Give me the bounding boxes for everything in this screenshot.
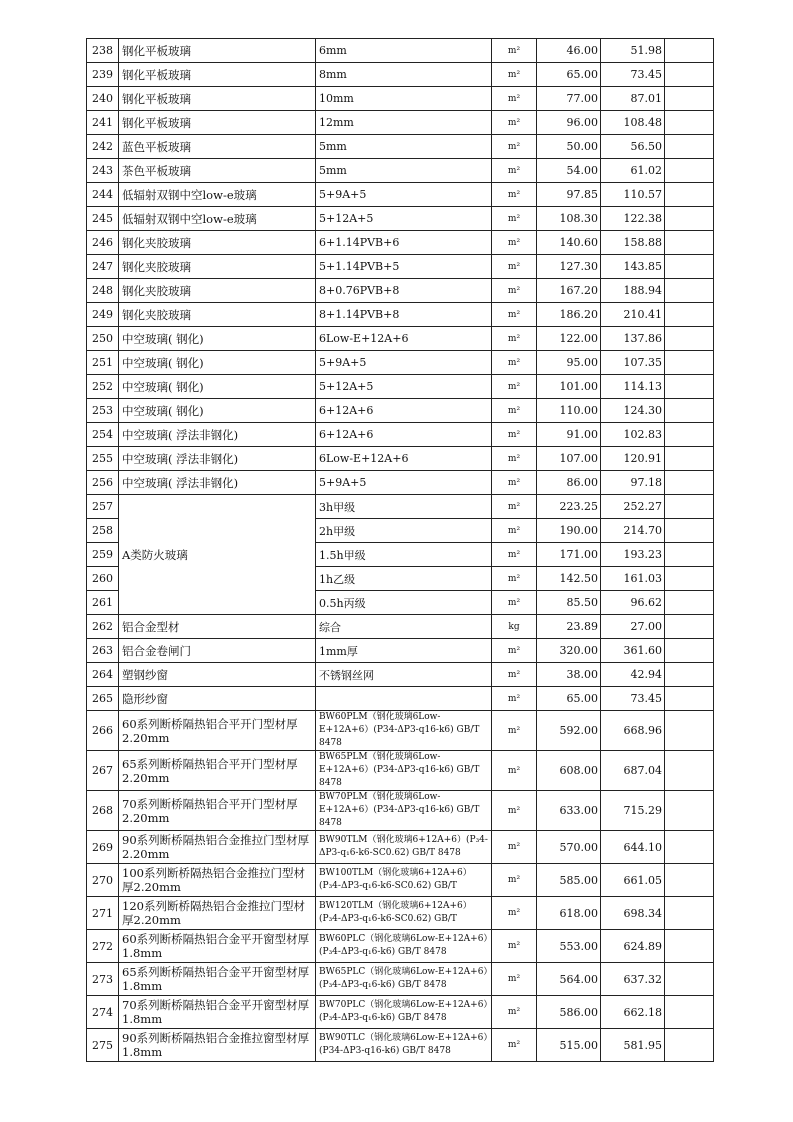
row-number: 250 <box>87 327 119 351</box>
material-name: 中空玻璃( 浮法非钢化) <box>119 423 316 447</box>
table-row <box>87 231 714 255</box>
material-name: 钢化平板玻璃 <box>119 63 316 87</box>
remark-cell <box>665 159 714 183</box>
row-number: 260 <box>87 567 119 591</box>
material-spec: 5mm <box>316 159 492 183</box>
remark-cell <box>665 423 714 447</box>
price-excl-tax: 77.00 <box>537 87 601 111</box>
remark-cell <box>665 183 714 207</box>
price-incl-tax: 108.48 <box>601 111 665 135</box>
unit: m² <box>492 135 537 159</box>
material-name: 65系列断桥隔热铝合金平开窗型材厚1.8mm <box>119 963 316 996</box>
price-excl-tax: 186.20 <box>537 303 601 327</box>
material-spec: 6Low-E+12A+6 <box>316 447 492 471</box>
material-name: 铝合金型材 <box>119 615 316 639</box>
price-incl-tax: 668.96 <box>601 711 665 751</box>
table-row <box>87 639 714 663</box>
price-incl-tax: 637.32 <box>601 963 665 996</box>
row-number: 251 <box>87 351 119 375</box>
material-spec: 6Low-E+12A+6 <box>316 327 492 351</box>
row-number: 253 <box>87 399 119 423</box>
row-number: 247 <box>87 255 119 279</box>
price-excl-tax: 320.00 <box>537 639 601 663</box>
price-excl-tax: 50.00 <box>537 135 601 159</box>
row-number: 270 <box>87 864 119 897</box>
material-spec: BW90TLC（钢化玻璃6Low-E+12A+6）(P34-ΔP3-q16-k6) GB/T 8478 <box>316 1029 492 1062</box>
price-incl-tax: 73.45 <box>601 687 665 711</box>
unit: m² <box>492 897 537 930</box>
row-number: 238 <box>87 39 119 63</box>
price-excl-tax: 110.00 <box>537 399 601 423</box>
remark-cell <box>665 87 714 111</box>
unit: m² <box>492 751 537 791</box>
row-number: 268 <box>87 791 119 831</box>
table-row <box>87 135 714 159</box>
table-row <box>87 39 714 63</box>
material-name: 60系列断桥隔热铝合金平开窗型材厚1.8mm <box>119 930 316 963</box>
material-spec: 2h甲级 <box>316 519 492 543</box>
material-spec: BW60PLC（钢化玻璃6Low-E+12A+6）(P₃4-ΔP3-q₁6-k6) GB/T 8478 <box>316 930 492 963</box>
unit: m² <box>492 471 537 495</box>
table-row <box>87 471 714 495</box>
remark-cell <box>665 864 714 897</box>
table-body <box>87 39 714 1062</box>
material-name: 钢化夹胶玻璃 <box>119 231 316 255</box>
table-row <box>87 897 714 930</box>
material-name: 铝合金卷闸门 <box>119 639 316 663</box>
material-name: 塑钢纱窗 <box>119 663 316 687</box>
unit: m² <box>492 996 537 1029</box>
unit: kg <box>492 615 537 639</box>
material-spec: 6mm <box>316 39 492 63</box>
remark-cell <box>665 111 714 135</box>
unit: m² <box>492 423 537 447</box>
material-spec: 6+1.14PVB+6 <box>316 231 492 255</box>
row-number: 259 <box>87 543 119 567</box>
material-name: 钢化夹胶玻璃 <box>119 303 316 327</box>
unit: m² <box>492 159 537 183</box>
remark-cell <box>665 135 714 159</box>
remark-cell <box>665 279 714 303</box>
price-excl-tax: 223.25 <box>537 495 601 519</box>
price-excl-tax: 23.89 <box>537 615 601 639</box>
material-name: 中空玻璃( 钢化) <box>119 351 316 375</box>
remark-cell <box>665 791 714 831</box>
table-row <box>87 399 714 423</box>
table-row <box>87 87 714 111</box>
unit: m² <box>492 303 537 327</box>
unit: m² <box>492 279 537 303</box>
material-spec: BW65PLM（钢化玻璃6Low-E+12A+6）(P34-ΔP3-q16-k6) GB/T 8478 <box>316 751 492 791</box>
table-row <box>87 495 714 519</box>
remark-cell <box>665 399 714 423</box>
row-number: 274 <box>87 996 119 1029</box>
price-incl-tax: 51.98 <box>601 39 665 63</box>
material-spec: 5+12A+5 <box>316 375 492 399</box>
material-name: 65系列断桥隔热铝合平开门型材厚2.20mm <box>119 751 316 791</box>
remark-cell <box>665 687 714 711</box>
material-name: 中空玻璃( 浮法非钢化) <box>119 471 316 495</box>
row-number: 258 <box>87 519 119 543</box>
unit: m² <box>492 351 537 375</box>
price-excl-tax: 97.85 <box>537 183 601 207</box>
price-incl-tax: 624.89 <box>601 930 665 963</box>
material-spec: 5+9A+5 <box>316 351 492 375</box>
table-row <box>87 751 714 791</box>
row-number: 252 <box>87 375 119 399</box>
unit: m² <box>492 207 537 231</box>
row-number: 254 <box>87 423 119 447</box>
material-name: 70系列断桥隔热铝合金平开窗型材厚1.8mm <box>119 996 316 1029</box>
price-incl-tax: 661.05 <box>601 864 665 897</box>
row-number: 241 <box>87 111 119 135</box>
row-number: 243 <box>87 159 119 183</box>
table-row <box>87 864 714 897</box>
row-number: 242 <box>87 135 119 159</box>
remark-cell <box>665 831 714 864</box>
price-incl-tax: 110.57 <box>601 183 665 207</box>
table-row <box>87 159 714 183</box>
remark-cell <box>665 751 714 791</box>
remark-cell <box>665 963 714 996</box>
material-spec: BW70PLM（钢化玻璃6Low-E+12A+6）(P34-ΔP3-q16-k6) GB/T 8478 <box>316 791 492 831</box>
material-name: 120系列断桥隔热铝合金推拉门型材厚2.20mm <box>119 897 316 930</box>
remark-cell <box>665 930 714 963</box>
price-incl-tax: 87.01 <box>601 87 665 111</box>
unit: m² <box>492 375 537 399</box>
material-spec: BW65PLC（钢化玻璃6Low-E+12A+6）(P₃4-ΔP3-q₁6-k6) GB/T 8478 <box>316 963 492 996</box>
price-incl-tax: 42.94 <box>601 663 665 687</box>
price-incl-tax: 210.41 <box>601 303 665 327</box>
unit: m² <box>492 519 537 543</box>
material-spec: 1h乙级 <box>316 567 492 591</box>
row-number: 267 <box>87 751 119 791</box>
material-name: 钢化平板玻璃 <box>119 111 316 135</box>
row-number: 246 <box>87 231 119 255</box>
material-spec: 8mm <box>316 63 492 87</box>
material-name: 90系列断桥隔热铝合金推拉门型材厚2.20mm <box>119 831 316 864</box>
price-excl-tax: 592.00 <box>537 711 601 751</box>
table-row <box>87 303 714 327</box>
row-number: 256 <box>87 471 119 495</box>
row-number: 263 <box>87 639 119 663</box>
row-number: 275 <box>87 1029 119 1062</box>
remark-cell <box>665 663 714 687</box>
price-excl-tax: 618.00 <box>537 897 601 930</box>
price-excl-tax: 108.30 <box>537 207 601 231</box>
unit: m² <box>492 930 537 963</box>
unit: m² <box>492 687 537 711</box>
material-name: 钢化平板玻璃 <box>119 39 316 63</box>
price-incl-tax: 122.38 <box>601 207 665 231</box>
price-excl-tax: 515.00 <box>537 1029 601 1062</box>
row-number: 239 <box>87 63 119 87</box>
material-spec: 8+1.14PVB+8 <box>316 303 492 327</box>
remark-cell <box>665 639 714 663</box>
unit: m² <box>492 111 537 135</box>
remark-cell <box>665 255 714 279</box>
price-excl-tax: 107.00 <box>537 447 601 471</box>
row-number: 249 <box>87 303 119 327</box>
material-spec <box>316 687 492 711</box>
unit: m² <box>492 231 537 255</box>
material-name: 中空玻璃( 钢化) <box>119 399 316 423</box>
row-number: 265 <box>87 687 119 711</box>
row-number: 261 <box>87 591 119 615</box>
price-excl-tax: 570.00 <box>537 831 601 864</box>
unit: m² <box>492 495 537 519</box>
price-incl-tax: 214.70 <box>601 519 665 543</box>
price-incl-tax: 97.18 <box>601 471 665 495</box>
material-name: 中空玻璃( 钢化) <box>119 327 316 351</box>
table-row <box>87 207 714 231</box>
material-spec: 5+9A+5 <box>316 471 492 495</box>
remark-cell <box>665 591 714 615</box>
row-number: 245 <box>87 207 119 231</box>
price-excl-tax: 586.00 <box>537 996 601 1029</box>
unit: m² <box>492 447 537 471</box>
material-name: 中空玻璃( 浮法非钢化) <box>119 447 316 471</box>
material-spec: 0.5h丙级 <box>316 591 492 615</box>
remark-cell <box>665 543 714 567</box>
price-excl-tax: 171.00 <box>537 543 601 567</box>
remark-cell <box>665 567 714 591</box>
material-spec: 6+12A+6 <box>316 399 492 423</box>
table-row <box>87 279 714 303</box>
price-excl-tax: 553.00 <box>537 930 601 963</box>
unit: m² <box>492 963 537 996</box>
price-incl-tax: 96.62 <box>601 591 665 615</box>
material-spec: 不锈钢丝网 <box>316 663 492 687</box>
table-row <box>87 663 714 687</box>
material-name: 100系列断桥隔热铝合金推拉门型材厚2.20mm <box>119 864 316 897</box>
price-incl-tax: 143.85 <box>601 255 665 279</box>
price-excl-tax: 585.00 <box>537 864 601 897</box>
unit: m² <box>492 663 537 687</box>
table-row <box>87 423 714 447</box>
material-name: 蓝色平板玻璃 <box>119 135 316 159</box>
material-name: 60系列断桥隔热铝合平开门型材厚2.20mm <box>119 711 316 751</box>
material-spec: 5+1.14PVB+5 <box>316 255 492 279</box>
table-row <box>87 63 714 87</box>
price-excl-tax: 54.00 <box>537 159 601 183</box>
table-row <box>87 351 714 375</box>
price-excl-tax: 122.00 <box>537 327 601 351</box>
row-number: 255 <box>87 447 119 471</box>
material-spec: BW70PLC（钢化玻璃6Low-E+12A+6）(P₃4-ΔP3-q₁6-k6) GB/T 8478 <box>316 996 492 1029</box>
material-spec: BW60PLM（钢化玻璃6Low-E+12A+6）(P34-ΔP3-q16-k6) GB/T 8478 <box>316 711 492 751</box>
price-excl-tax: 86.00 <box>537 471 601 495</box>
material-spec: 10mm <box>316 87 492 111</box>
material-spec: 1mm厚 <box>316 639 492 663</box>
row-number: 273 <box>87 963 119 996</box>
remark-cell <box>665 63 714 87</box>
material-name: 低辐射双钢中空low-e玻璃 <box>119 207 316 231</box>
remark-cell <box>665 39 714 63</box>
price-incl-tax: 687.04 <box>601 751 665 791</box>
unit: m² <box>492 87 537 111</box>
price-excl-tax: 142.50 <box>537 567 601 591</box>
row-number: 271 <box>87 897 119 930</box>
price-incl-tax: 662.18 <box>601 996 665 1029</box>
unit: m² <box>492 63 537 87</box>
price-excl-tax: 38.00 <box>537 663 601 687</box>
remark-cell <box>665 471 714 495</box>
unit: m² <box>492 1029 537 1062</box>
table-row <box>87 615 714 639</box>
material-spec: 3h甲级 <box>316 495 492 519</box>
price-incl-tax: 120.91 <box>601 447 665 471</box>
row-number: 272 <box>87 930 119 963</box>
price-excl-tax: 85.50 <box>537 591 601 615</box>
table-row <box>87 711 714 751</box>
row-number: 244 <box>87 183 119 207</box>
material-name: 隐形纱窗 <box>119 687 316 711</box>
material-spec: 12mm <box>316 111 492 135</box>
material-name: A类防火玻璃 <box>119 495 316 615</box>
material-name: 中空玻璃( 钢化) <box>119 375 316 399</box>
row-number: 262 <box>87 615 119 639</box>
price-incl-tax: 252.27 <box>601 495 665 519</box>
price-incl-tax: 73.45 <box>601 63 665 87</box>
unit: m² <box>492 39 537 63</box>
price-excl-tax: 95.00 <box>537 351 601 375</box>
price-incl-tax: 102.83 <box>601 423 665 447</box>
row-number: 269 <box>87 831 119 864</box>
price-incl-tax: 137.86 <box>601 327 665 351</box>
remark-cell <box>665 207 714 231</box>
material-name: 茶色平板玻璃 <box>119 159 316 183</box>
table-row <box>87 111 714 135</box>
table-row <box>87 447 714 471</box>
table-row <box>87 930 714 963</box>
material-spec: 5+9A+5 <box>316 183 492 207</box>
price-incl-tax: 27.00 <box>601 615 665 639</box>
price-incl-tax: 698.34 <box>601 897 665 930</box>
table-row <box>87 183 714 207</box>
table-row <box>87 831 714 864</box>
remark-cell <box>665 327 714 351</box>
unit: m² <box>492 864 537 897</box>
remark-cell <box>665 375 714 399</box>
price-excl-tax: 167.20 <box>537 279 601 303</box>
material-spec: 1.5h甲级 <box>316 543 492 567</box>
material-name: 低辐射双钢中空low-e玻璃 <box>119 183 316 207</box>
price-excl-tax: 65.00 <box>537 63 601 87</box>
row-number: 264 <box>87 663 119 687</box>
remark-cell <box>665 447 714 471</box>
remark-cell <box>665 615 714 639</box>
price-excl-tax: 608.00 <box>537 751 601 791</box>
price-incl-tax: 158.88 <box>601 231 665 255</box>
material-spec: 8+0.76PVB+8 <box>316 279 492 303</box>
price-incl-tax: 56.50 <box>601 135 665 159</box>
unit: m² <box>492 711 537 751</box>
price-excl-tax: 127.30 <box>537 255 601 279</box>
price-incl-tax: 114.13 <box>601 375 665 399</box>
price-excl-tax: 564.00 <box>537 963 601 996</box>
material-name: 90系列断桥隔热铝合金推拉窗型材厚1.8mm <box>119 1029 316 1062</box>
material-spec: 6+12A+6 <box>316 423 492 447</box>
price-incl-tax: 715.29 <box>601 791 665 831</box>
table-row <box>87 1029 714 1062</box>
material-spec: BW90TLM（钢化玻璃6+12A+6）(P₃4-ΔP3-q₁6-k6-SC0.62) GB/T 8478 <box>316 831 492 864</box>
price-incl-tax: 107.35 <box>601 351 665 375</box>
price-excl-tax: 96.00 <box>537 111 601 135</box>
price-table <box>86 38 714 1062</box>
unit: m² <box>492 327 537 351</box>
row-number: 266 <box>87 711 119 751</box>
unit: m² <box>492 543 537 567</box>
price-incl-tax: 644.10 <box>601 831 665 864</box>
material-name: 钢化夹胶玻璃 <box>119 255 316 279</box>
unit: m² <box>492 639 537 663</box>
table-row <box>87 996 714 1029</box>
unit: m² <box>492 831 537 864</box>
row-number: 248 <box>87 279 119 303</box>
unit: m² <box>492 791 537 831</box>
table-row <box>87 963 714 996</box>
table-row <box>87 255 714 279</box>
price-incl-tax: 188.94 <box>601 279 665 303</box>
price-excl-tax: 190.00 <box>537 519 601 543</box>
material-spec: 5mm <box>316 135 492 159</box>
price-excl-tax: 46.00 <box>537 39 601 63</box>
price-incl-tax: 161.03 <box>601 567 665 591</box>
remark-cell <box>665 495 714 519</box>
price-incl-tax: 124.30 <box>601 399 665 423</box>
material-name: 钢化平板玻璃 <box>119 87 316 111</box>
table-row <box>87 687 714 711</box>
price-excl-tax: 65.00 <box>537 687 601 711</box>
remark-cell <box>665 897 714 930</box>
remark-cell <box>665 996 714 1029</box>
material-name: 钢化夹胶玻璃 <box>119 279 316 303</box>
unit: m² <box>492 399 537 423</box>
table-row <box>87 791 714 831</box>
price-incl-tax: 581.95 <box>601 1029 665 1062</box>
unit: m² <box>492 591 537 615</box>
row-number: 240 <box>87 87 119 111</box>
price-incl-tax: 61.02 <box>601 159 665 183</box>
unit: m² <box>492 255 537 279</box>
table-row <box>87 375 714 399</box>
unit: m² <box>492 567 537 591</box>
remark-cell <box>665 1029 714 1062</box>
remark-cell <box>665 519 714 543</box>
price-excl-tax: 91.00 <box>537 423 601 447</box>
remark-cell <box>665 351 714 375</box>
remark-cell <box>665 303 714 327</box>
material-spec: BW100TLM（钢化玻璃6+12A+6）(P₃4-ΔP3-q₁6-k6-SC0.62) GB/T <box>316 864 492 897</box>
remark-cell <box>665 711 714 751</box>
material-name: 70系列断桥隔热铝合平开门型材厚2.20mm <box>119 791 316 831</box>
material-spec: BW120TLM（钢化玻璃6+12A+6）(P₃4-ΔP3-q₁6-k6-SC0.62) GB/T <box>316 897 492 930</box>
material-spec: 5+12A+5 <box>316 207 492 231</box>
unit: m² <box>492 183 537 207</box>
material-spec: 综合 <box>316 615 492 639</box>
price-incl-tax: 361.60 <box>601 639 665 663</box>
price-excl-tax: 101.00 <box>537 375 601 399</box>
remark-cell <box>665 231 714 255</box>
row-number: 257 <box>87 495 119 519</box>
price-excl-tax: 633.00 <box>537 791 601 831</box>
price-incl-tax: 193.23 <box>601 543 665 567</box>
price-excl-tax: 140.60 <box>537 231 601 255</box>
table-row <box>87 327 714 351</box>
